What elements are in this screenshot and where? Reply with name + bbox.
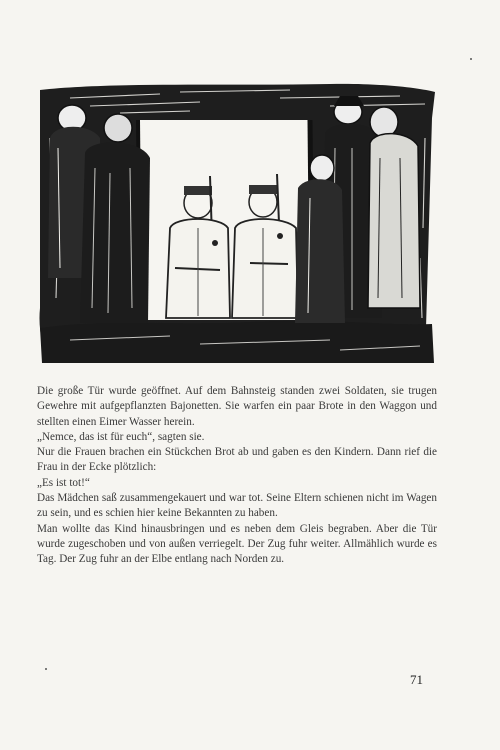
paragraph: Die große Tür wurde geöffnet. Auf dem Bahnsteig standen zwei Soldaten, sie trugen Gewehre mit aufgepflanzten Bajonetten. Sie warfen ein paar Brote in den Waggon und stellten einen Eimer Wasser herein. — [37, 385, 437, 428]
body-text — [37, 384, 437, 568]
paragraph: Man wollte das Kind hinausbringen und es neben dem Gleis begraben. Aber die Tür wurde zugeschoben und von außen verriegelt. Der Zug fuhr weiter. Allmählich wurde es Tag. Der Zug fuhr an der Elbe entlang nach Norden zu. — [37, 522, 437, 566]
paragraph: „Nemce, das ist für euch“, sagten sie. — [37, 430, 205, 443]
print-speck — [470, 58, 472, 60]
paragraph: Nur die Frauen brachen ein Stückchen Brot ab und gaben es den Kindern. Dann rief die Frau in der Ecke plötzlich: — [37, 446, 437, 474]
paragraph: „Es ist tot!“ — [37, 476, 90, 489]
paragraph: Das Mädchen saß zusammengekauert und war tot. Seine Eltern schienen nicht im Wagen zu sein, und es schien hier keine Bekannten zu haben. — [37, 492, 437, 520]
woodcut-illustration — [30, 78, 440, 368]
page-number: 71 — [410, 672, 423, 687]
print-speck — [45, 668, 47, 670]
